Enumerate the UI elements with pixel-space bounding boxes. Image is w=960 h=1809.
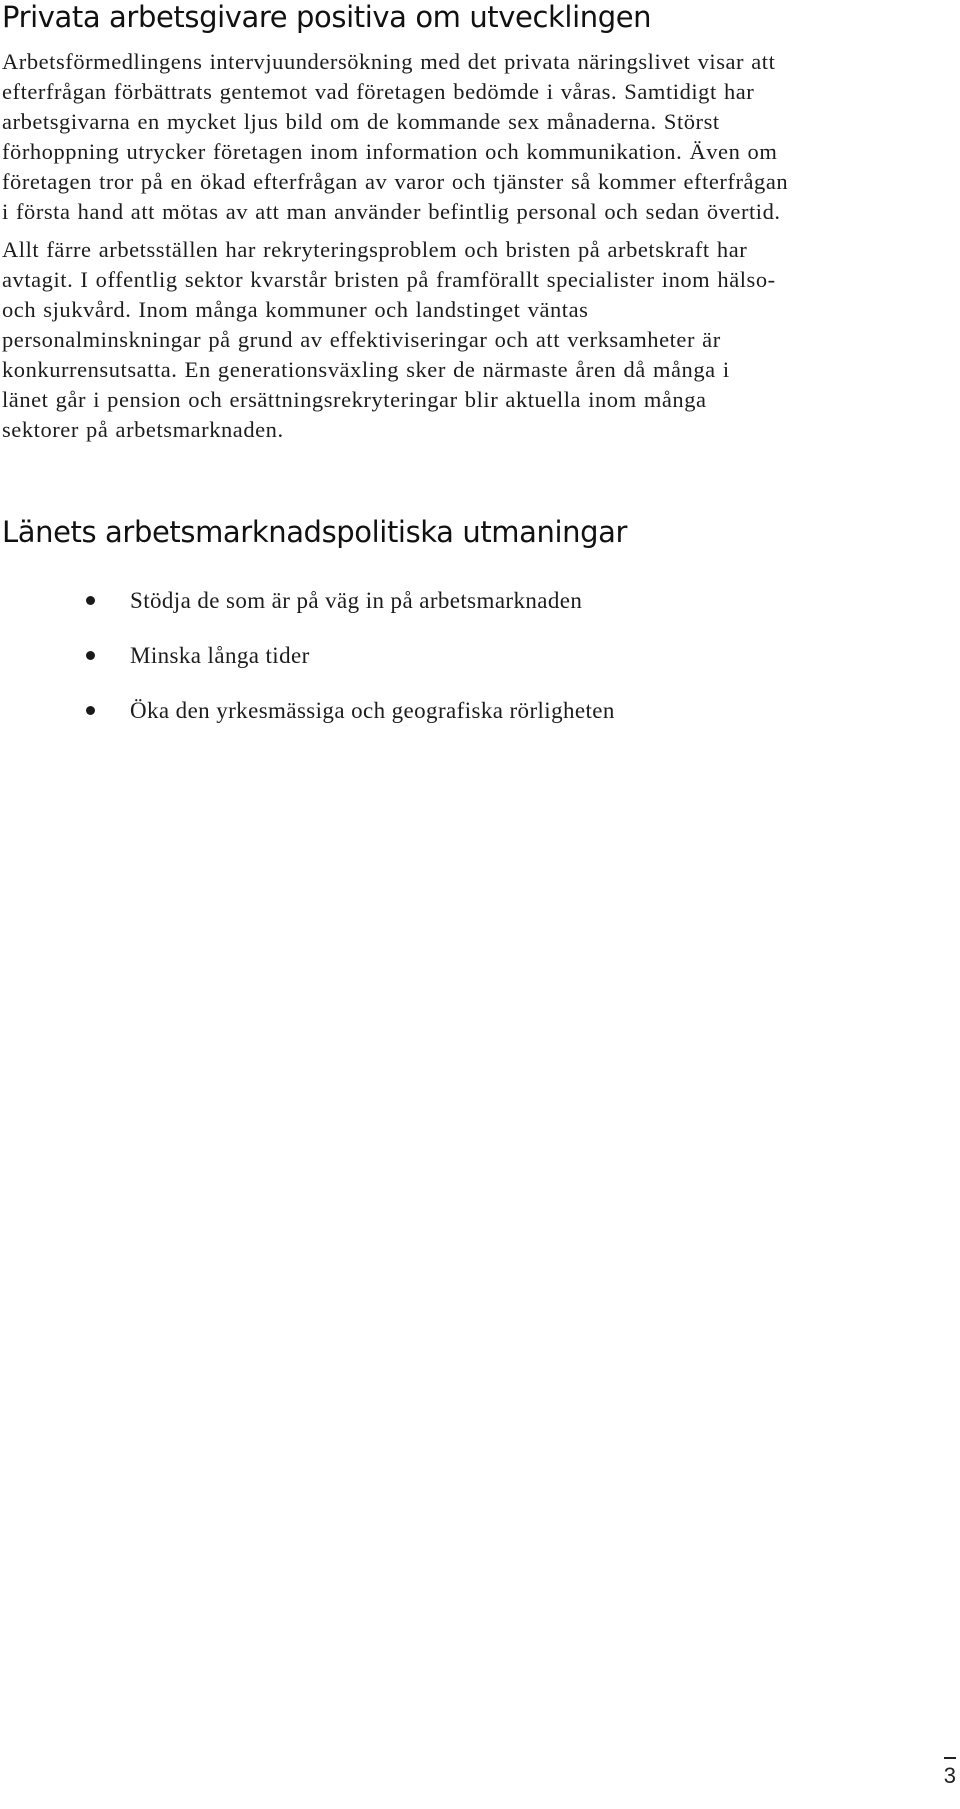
text-line: och sjukvård. Inom många kommuner och landstinget väntas xyxy=(2,297,589,322)
list-item-text: Stödja de som är på väg in på arbetsmarknaden xyxy=(130,588,583,613)
paragraph-recruitment xyxy=(2,235,952,445)
text-line: arbetsgivarna en mycket ljus bild om de kommande sex månaderna. Störst xyxy=(2,109,720,134)
list-item xyxy=(0,695,900,750)
page-number xyxy=(944,1757,956,1789)
text-line: Arbetsförmedlingens intervjuundersökning med det privata näringslivet visar att xyxy=(2,49,776,74)
section-heading-private-employers: Privata arbetsgivare positiva om utvecklingen xyxy=(2,0,652,34)
paragraph-outlook xyxy=(2,47,952,227)
text-line: konkurrensutsatta. En generationsväxling sker de närmaste åren då många i xyxy=(2,357,730,382)
list-item xyxy=(0,640,900,695)
text-line: Allt färre arbetsställen har rekryteringsproblem och bristen på arbetskraft har xyxy=(2,237,748,262)
text-line: personalminskningar på grund av effektiviseringar och att verksamheter är xyxy=(2,327,721,352)
page-number-text: 3 xyxy=(943,1763,956,1788)
body-text xyxy=(2,47,952,445)
text-line: i första hand att mötas av att man använder befintlig personal och sedan övertid. xyxy=(2,199,781,224)
bullet-icon xyxy=(86,596,95,605)
bullet-icon xyxy=(86,651,95,660)
page-number-rule xyxy=(944,1757,956,1759)
text-line: avtagit. I offentlig sektor kvarstår bristen på framförallt specialister inom hälso- xyxy=(2,267,776,292)
text-line: länet går i pension och ersättningsrekryteringar blir aktuella inom många xyxy=(2,387,707,412)
text-line: efterfrågan förbättrats gentemot vad företagen bedömde i våras. Samtidigt har xyxy=(2,79,755,104)
text-line: företagen tror på en ökad efterfrågan av varor och tjänster så kommer efterfrågan xyxy=(2,169,789,194)
list-item-text: Öka den yrkesmässiga och geografiska rörligheten xyxy=(130,698,615,723)
text-line: sektorer på arbetsmarknaden. xyxy=(2,417,284,442)
list-item xyxy=(0,585,900,640)
challenges-list xyxy=(0,585,900,750)
text-line: förhoppning utrycker företagen inom information och kommunikation. Även om xyxy=(2,139,778,164)
list-item-text: Minska långa tider xyxy=(130,643,310,668)
paragraph-gap xyxy=(2,227,952,235)
bullet-icon xyxy=(86,706,95,715)
section-heading-labour-market-challenges: Länets arbetsmarknadspolitiska utmaningar xyxy=(2,515,628,549)
